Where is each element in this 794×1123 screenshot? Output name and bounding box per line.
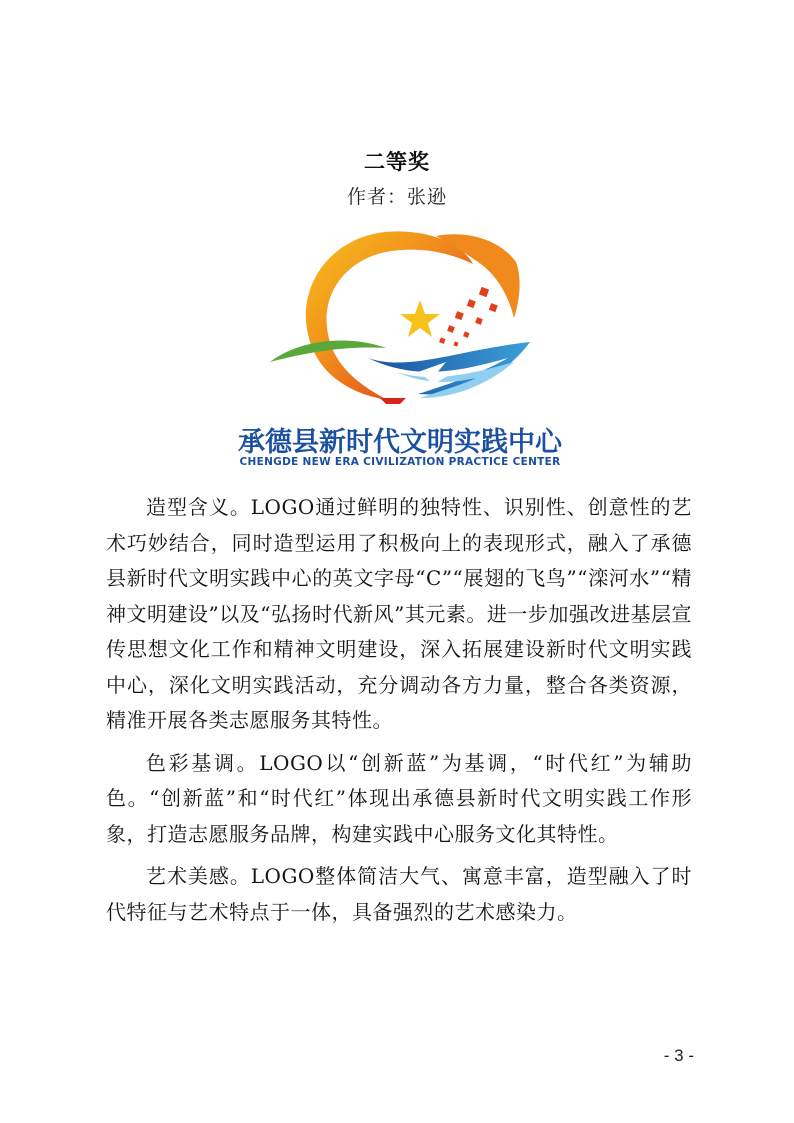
pixel-squares-graphic bbox=[439, 287, 498, 347]
page-number: - 3 - bbox=[663, 1046, 694, 1065]
paragraph-color-tone: 色彩基调。LOGO以“创新蓝”为基调，“时代红”为辅助色。“创新蓝”和“时代红”体现出承德县新时代文明实践工作形象，打造志愿服务品牌，构建实践中心服务文化其特性。 bbox=[106, 750, 692, 846]
author-line: 作者：张逊 bbox=[346, 186, 447, 208]
award-title: 二等奖 bbox=[364, 150, 430, 174]
star-icon bbox=[400, 300, 440, 337]
logo bbox=[230, 222, 570, 477]
paragraph-design-meaning: 造型含义。LOGO通过鲜明的独特性、识别性、创意性的艺术巧妙结合，同时造型运用了积极向上的表现形式，融入了承德县新时代文明实践中心的英文字母“C”“展翅的飞鸟”“滦河水”“精神文明建设”以及“弘扬时代新风”其元素。进一步加强改进基层宣传思想文化工作和精神文明建设，深入拓展建设新时代文明实践中心，深化文明实践活动，充分调动各方力量，整合各类资源，精准开展各类志愿服务其特性。 bbox=[106, 495, 692, 732]
body-text bbox=[106, 490, 692, 937]
logo-chinese-name: 承德县新时代文明实践中心 bbox=[238, 427, 562, 458]
boat-shape bbox=[380, 398, 406, 404]
paragraph-artistic-beauty: 艺术美感。LOGO整体简洁大气、寓意丰富，造型融入了时代特征与艺术特点于一体，具备强烈的艺术感染力。 bbox=[106, 864, 692, 924]
logo-english-name: CHENGDE NEW ERA CIVILIZATION PRACTICE CENTER bbox=[239, 456, 561, 468]
logo-emblem-graphic bbox=[268, 222, 532, 412]
